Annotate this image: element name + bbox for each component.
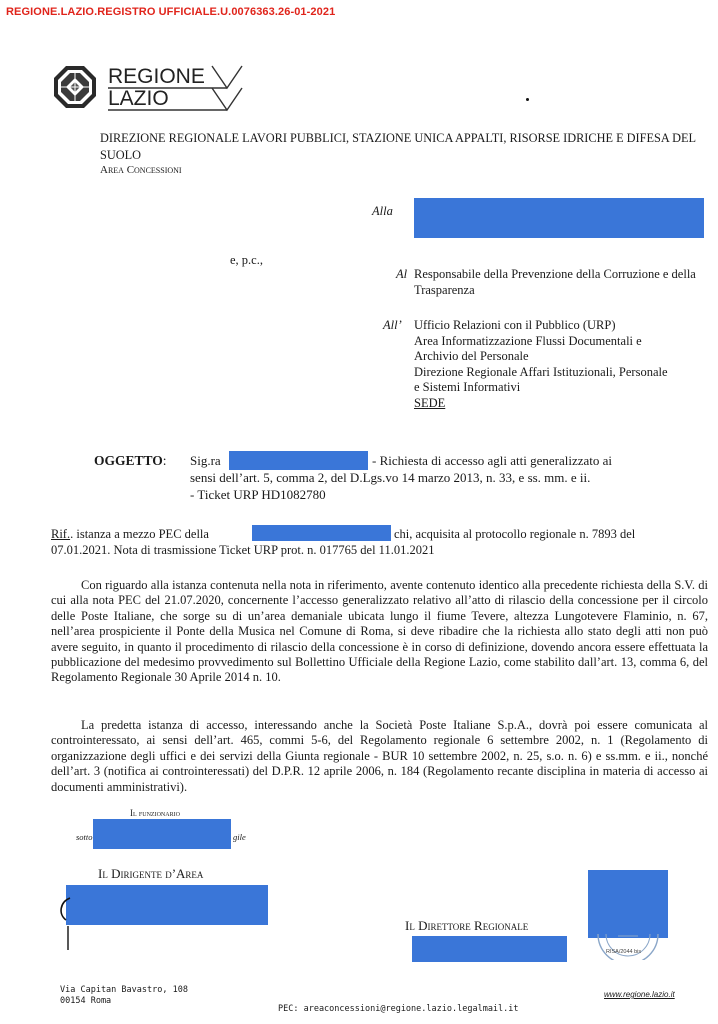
department-name: DIREZIONE REGIONALE LAVORI PUBBLICI, STAZIONE UNICA APPALTI, RISORSE IDRICHE E DIFESA DEL SUOLO	[100, 131, 696, 162]
recipient-all-line: Ufficio Relazioni con il Pubblico (URP)	[414, 318, 616, 332]
handwritten-signature-mark	[56, 892, 76, 952]
logo-line2: LAZIO	[108, 87, 169, 110]
subject-line1-rest: - Richiesta di accesso agli atti generalizzato ai	[372, 453, 613, 468]
protocol-stamp: REGIONE.LAZIO.REGISTRO UFFICIALE.U.0076363.26-01-2021	[6, 6, 336, 18]
redacted-subject-name	[229, 451, 368, 470]
recipient-ep-label: e, p.c.,	[230, 253, 263, 267]
recipient-all-label: All’	[383, 318, 402, 332]
footer-address-line1: Via Capitan Bavastro, 108	[60, 985, 188, 995]
logo	[52, 64, 252, 114]
footer-address-line2: 00154 Roma	[60, 996, 112, 1006]
recipient-all-block	[414, 318, 709, 411]
recipient-al-text: Responsabile della Prevenzione della Corruzione e della Trasparenza	[414, 267, 696, 297]
body-paragraph: La predetta istanza di accesso, interessando anche la Società Poste Italiane S.p.A., dovrà poi essere comunicata al controinteressato, ai sensi dell’art. 465, commi 5-6, del Regolamento regionale 6 settembre 2002, n. 1 (Regolamento di organizzazione degli uffici e dei servizi della Giunta regionale - BUR 10 settembre 2002, n. 25, s.o. n. 6) e ss.mm. e ii., nonché dell’art. 3 (notifica ai controinteressati) del D.P.R. 12 aprile 2006, n. 184 (Regolamento recante disciplina in materia di accesso ai documenti amministrativi).	[51, 718, 708, 794]
subject-line3: - Ticket URP HD1082780	[190, 487, 326, 502]
footer-website-link[interactable]: www.regione.lazio.it	[604, 990, 675, 999]
redacted-recipient	[414, 198, 704, 238]
sotto-prefix: sotto	[76, 832, 93, 842]
logo-line1: REGIONE	[108, 65, 205, 88]
subject-colon: :	[162, 453, 167, 468]
reference-line1-b: chi, acquisita al protocollo regionale n. 7893 del	[394, 527, 636, 541]
recipient-all-line: Direzione Regionale Affari Istituzionali, Personale	[414, 364, 668, 379]
body-paragraph: Con riguardo alla istanza contenuta nella nota in riferimento, avente contenuto identico alla precedente richiesta della S.V. di cui alla nota PEC del 21.07.2020, concernente l’accesso generalizzato relativo all’atto di rilascio della concessione per il circolo delle Poste Italiane, che sorge su di un’area demaniale ubicata lungo il fiume Tevere, altezza Lungotevere Flaminio, n. 67, nell’area prospiciente il Ponte della Musica nel Comune di Roma, si deve ribadire che la richiesta allo stato degli atti non può avere seguito, in quanto il procedimento di rilascio della concessione è in corso di definizione, dovendo ancora essere effettuata la pubblicazione del medesimo provvedimento sul Bollettino Ufficiale della Regione Lazio, come stabilito dall’art. 13, comma 6, del Regolamento Regionale 30 Aprile 2014 n. 10.	[51, 578, 708, 685]
recipient-all-line: Archivio del Personale	[414, 349, 529, 363]
footer-pec[interactable]: PEC: areaconcessioni@regione.lazio.legalmail.it	[278, 1004, 519, 1014]
funzionario-label: Il funzionario	[130, 808, 180, 818]
sotto-suffix: gile	[233, 832, 246, 842]
logo-chevron-icon	[52, 64, 252, 114]
reference-line2: 07.01.2021. Nota di trasmissione Ticket URP prot. n. 017765 del 11.01.2021	[51, 543, 435, 557]
redacted-reference-sender	[252, 525, 391, 541]
redacted-stamp	[588, 870, 668, 938]
subject-label: OGGETTO	[94, 453, 163, 468]
redacted-dirigente-signature	[66, 885, 268, 925]
subject-label-group	[94, 453, 167, 469]
dirigente-label: Il Dirigente d’Area	[98, 866, 204, 881]
redacted-direttore-signature	[412, 936, 567, 962]
reference-line1	[51, 527, 209, 542]
department-area: Area Concessioni	[100, 164, 182, 176]
scan-dot	[526, 98, 529, 101]
reference-line1-a: . istanza a mezzo PEC della	[70, 527, 209, 541]
subject-line2: sensi dell’art. 5, comma 2, del D.Lgs.vo 14 marzo 2013, n. 33, e ss. mm. e ii.	[190, 470, 591, 485]
official-stamp-icon	[588, 930, 668, 960]
reference-rif-label: Rif.	[51, 527, 71, 541]
subject-line1-prefix: Sig.ra	[190, 453, 221, 468]
recipient-al-label: Al	[396, 267, 408, 281]
recipient-all-line: Area Informatizzazione Flussi Documentali e	[414, 333, 642, 348]
recipient-all-line: e Sistemi Informativi	[414, 380, 521, 394]
recipient-alla-label: Alla	[372, 204, 393, 218]
stamp-code: RISA/2044 bis	[606, 949, 642, 955]
direttore-label: Il Direttore Regionale	[405, 918, 529, 933]
recipient-sede: SEDE	[414, 395, 446, 410]
redacted-funzionario	[93, 819, 231, 849]
